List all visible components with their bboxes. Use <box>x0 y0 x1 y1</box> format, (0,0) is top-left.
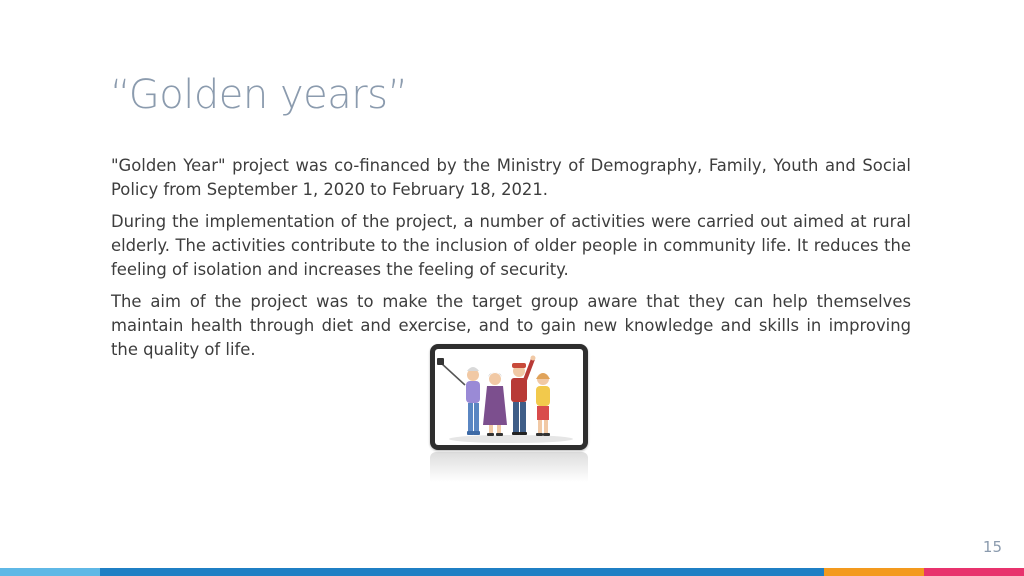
page-number: 15 <box>982 538 1002 556</box>
slide-title: “Golden years” <box>110 72 408 118</box>
footer-segment-light-blue <box>0 568 100 576</box>
elderly-group-selfie-icon <box>435 349 583 445</box>
footer-color-bar <box>0 568 1024 576</box>
footer-segment-blue <box>100 568 824 576</box>
footer-segment-orange <box>824 568 924 576</box>
slide-body <box>111 154 911 370</box>
paragraph-1: "Golden Year" project was co-financed by the Ministry of Demography, Family, Youth and Social Policy from September 1, 2020 to February 18, 2021. <box>111 156 911 199</box>
footer-segment-pink <box>924 568 1024 576</box>
tablet-reflection <box>430 452 588 482</box>
tablet-screen <box>435 349 583 445</box>
paragraph-3: The aim of the project was to make the target group aware that they can help themselves maintain health through diet and exercise, and to gain new knowledge and skills in improving the quality of life. <box>111 292 911 359</box>
elderly-group-image <box>430 344 590 482</box>
paragraph-2: During the implementation of the project, a number of activities were carried out aimed at rural elderly. The activities contribute to the inclusion of older people in community life. It reduces the feeling of isolation and increases the feeling of security. <box>111 212 911 279</box>
tablet-frame <box>430 344 588 450</box>
